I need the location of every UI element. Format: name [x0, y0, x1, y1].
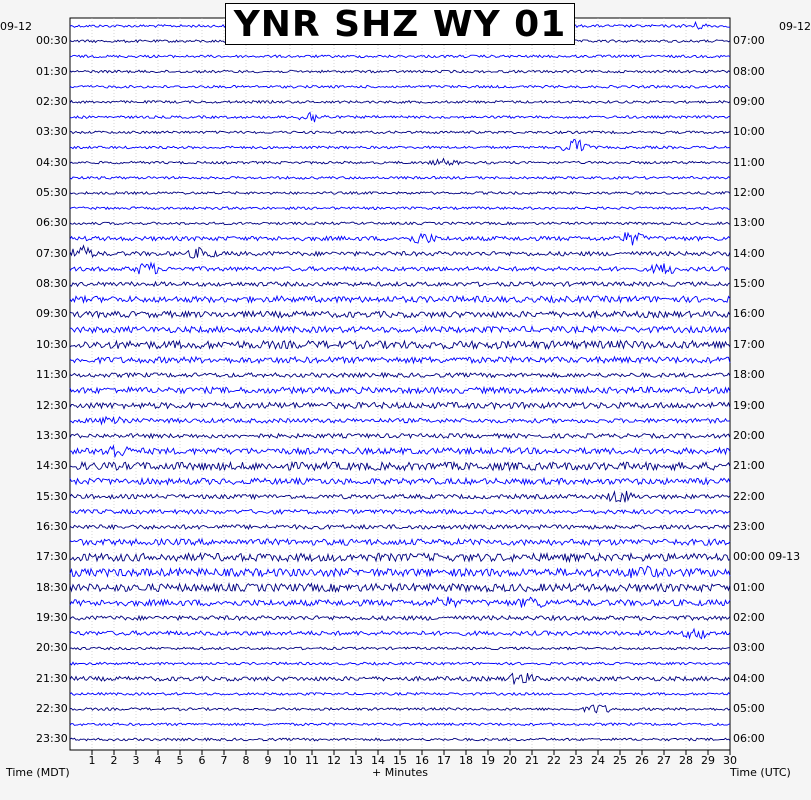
left-time-label: 23:30: [36, 732, 68, 746]
left-time-label: 04:30: [36, 155, 68, 169]
x-tick-label: 16: [415, 754, 429, 767]
x-tick-label: 11: [305, 754, 319, 767]
x-tick-label: 14: [371, 754, 385, 767]
x-tick-label: 25: [613, 754, 627, 767]
left-time-label: 12:30: [36, 398, 68, 412]
left-time-label: 17:30: [36, 550, 68, 564]
right-time-label: 15:00: [733, 277, 765, 291]
x-tick-label: 8: [242, 754, 250, 767]
right-time-label: 11:00: [733, 155, 765, 169]
left-time-label: 01:30: [36, 64, 68, 78]
left-time-label: 03:30: [36, 125, 68, 139]
left-time-label: 18:30: [36, 580, 68, 594]
x-tick-label: 27: [657, 754, 671, 767]
left-date-label: 09-12: [0, 20, 32, 33]
left-time-label: 00:30: [36, 34, 68, 48]
x-tick-label: 15: [393, 754, 407, 767]
left-axis-label: Time (MDT): [6, 766, 70, 779]
x-tick-label: 30: [723, 754, 737, 767]
x-tick-label: 13: [349, 754, 363, 767]
right-time-label: 17:00: [733, 337, 765, 351]
right-time-label: 03:00: [733, 641, 765, 655]
left-time-label: 09:30: [36, 307, 68, 321]
x-tick-label: 22: [547, 754, 561, 767]
right-time-label: 13:00: [733, 216, 765, 230]
left-time-label: 13:30: [36, 428, 68, 442]
x-tick-label: 2: [110, 754, 118, 767]
x-tick-label: 21: [525, 754, 539, 767]
left-time-label: 10:30: [36, 337, 68, 351]
right-time-label: 22:00: [733, 489, 765, 503]
x-tick-label: 5: [176, 754, 184, 767]
left-time-label: 11:30: [36, 368, 68, 382]
left-time-label: 19:30: [36, 611, 68, 625]
right-time-label: 23:00: [733, 519, 765, 533]
x-tick-label: 20: [503, 754, 517, 767]
right-time-label: 16:00: [733, 307, 765, 321]
x-tick-label: 17: [437, 754, 451, 767]
x-tick-label: 19: [481, 754, 495, 767]
left-time-label: 21:30: [36, 671, 68, 685]
left-time-label: 20:30: [36, 641, 68, 655]
x-tick-label: 3: [132, 754, 140, 767]
x-tick-label: 18: [459, 754, 473, 767]
x-tick-label: 1: [88, 754, 96, 767]
right-time-label: 21:00: [733, 459, 765, 473]
left-time-label: 05:30: [36, 185, 68, 199]
x-tick-label: 29: [701, 754, 715, 767]
x-tick-label: 9: [264, 754, 272, 767]
right-time-label: 09:00: [733, 94, 765, 108]
right-time-label: 06:00: [733, 732, 765, 746]
x-tick-label: 7: [220, 754, 228, 767]
x-tick-label: 4: [154, 754, 162, 767]
right-time-label: 02:00: [733, 611, 765, 625]
right-time-label: 19:00: [733, 398, 765, 412]
right-time-label: 07:00: [733, 34, 765, 48]
right-time-label: 08:00: [733, 64, 765, 78]
left-time-label: 06:30: [36, 216, 68, 230]
left-time-label: 02:30: [36, 94, 68, 108]
right-time-label: 14:00: [733, 246, 765, 260]
chart-title: YNR SHZ WY 01: [225, 3, 575, 45]
right-time-label: 01:00: [733, 580, 765, 594]
right-time-label: 12:00: [733, 185, 765, 199]
x-tick-label: 12: [327, 754, 341, 767]
left-time-label: 08:30: [36, 277, 68, 291]
right-time-label: 20:00: [733, 428, 765, 442]
left-time-label: 16:30: [36, 519, 68, 533]
left-time-label: 14:30: [36, 459, 68, 473]
x-tick-label: 10: [283, 754, 297, 767]
x-tick-label: 6: [198, 754, 206, 767]
x-tick-label: 23: [569, 754, 583, 767]
right-time-label: 00:00 09-13: [733, 550, 801, 564]
right-time-label: 05:00: [733, 702, 765, 716]
x-tick-label: 26: [635, 754, 649, 767]
right-date-label: 09-12: [779, 20, 811, 33]
right-time-label: 04:00: [733, 671, 765, 685]
right-time-label: 10:00: [733, 125, 765, 139]
x-tick-label: 28: [679, 754, 693, 767]
left-time-label: 15:30: [36, 489, 68, 503]
left-time-label: 07:30: [36, 246, 68, 260]
x-tick-label: 24: [591, 754, 605, 767]
right-axis-label: Time (UTC): [730, 766, 791, 779]
right-time-label: 18:00: [733, 368, 765, 382]
x-axis-label: + Minutes: [372, 766, 429, 779]
left-time-label: 22:30: [36, 702, 68, 716]
